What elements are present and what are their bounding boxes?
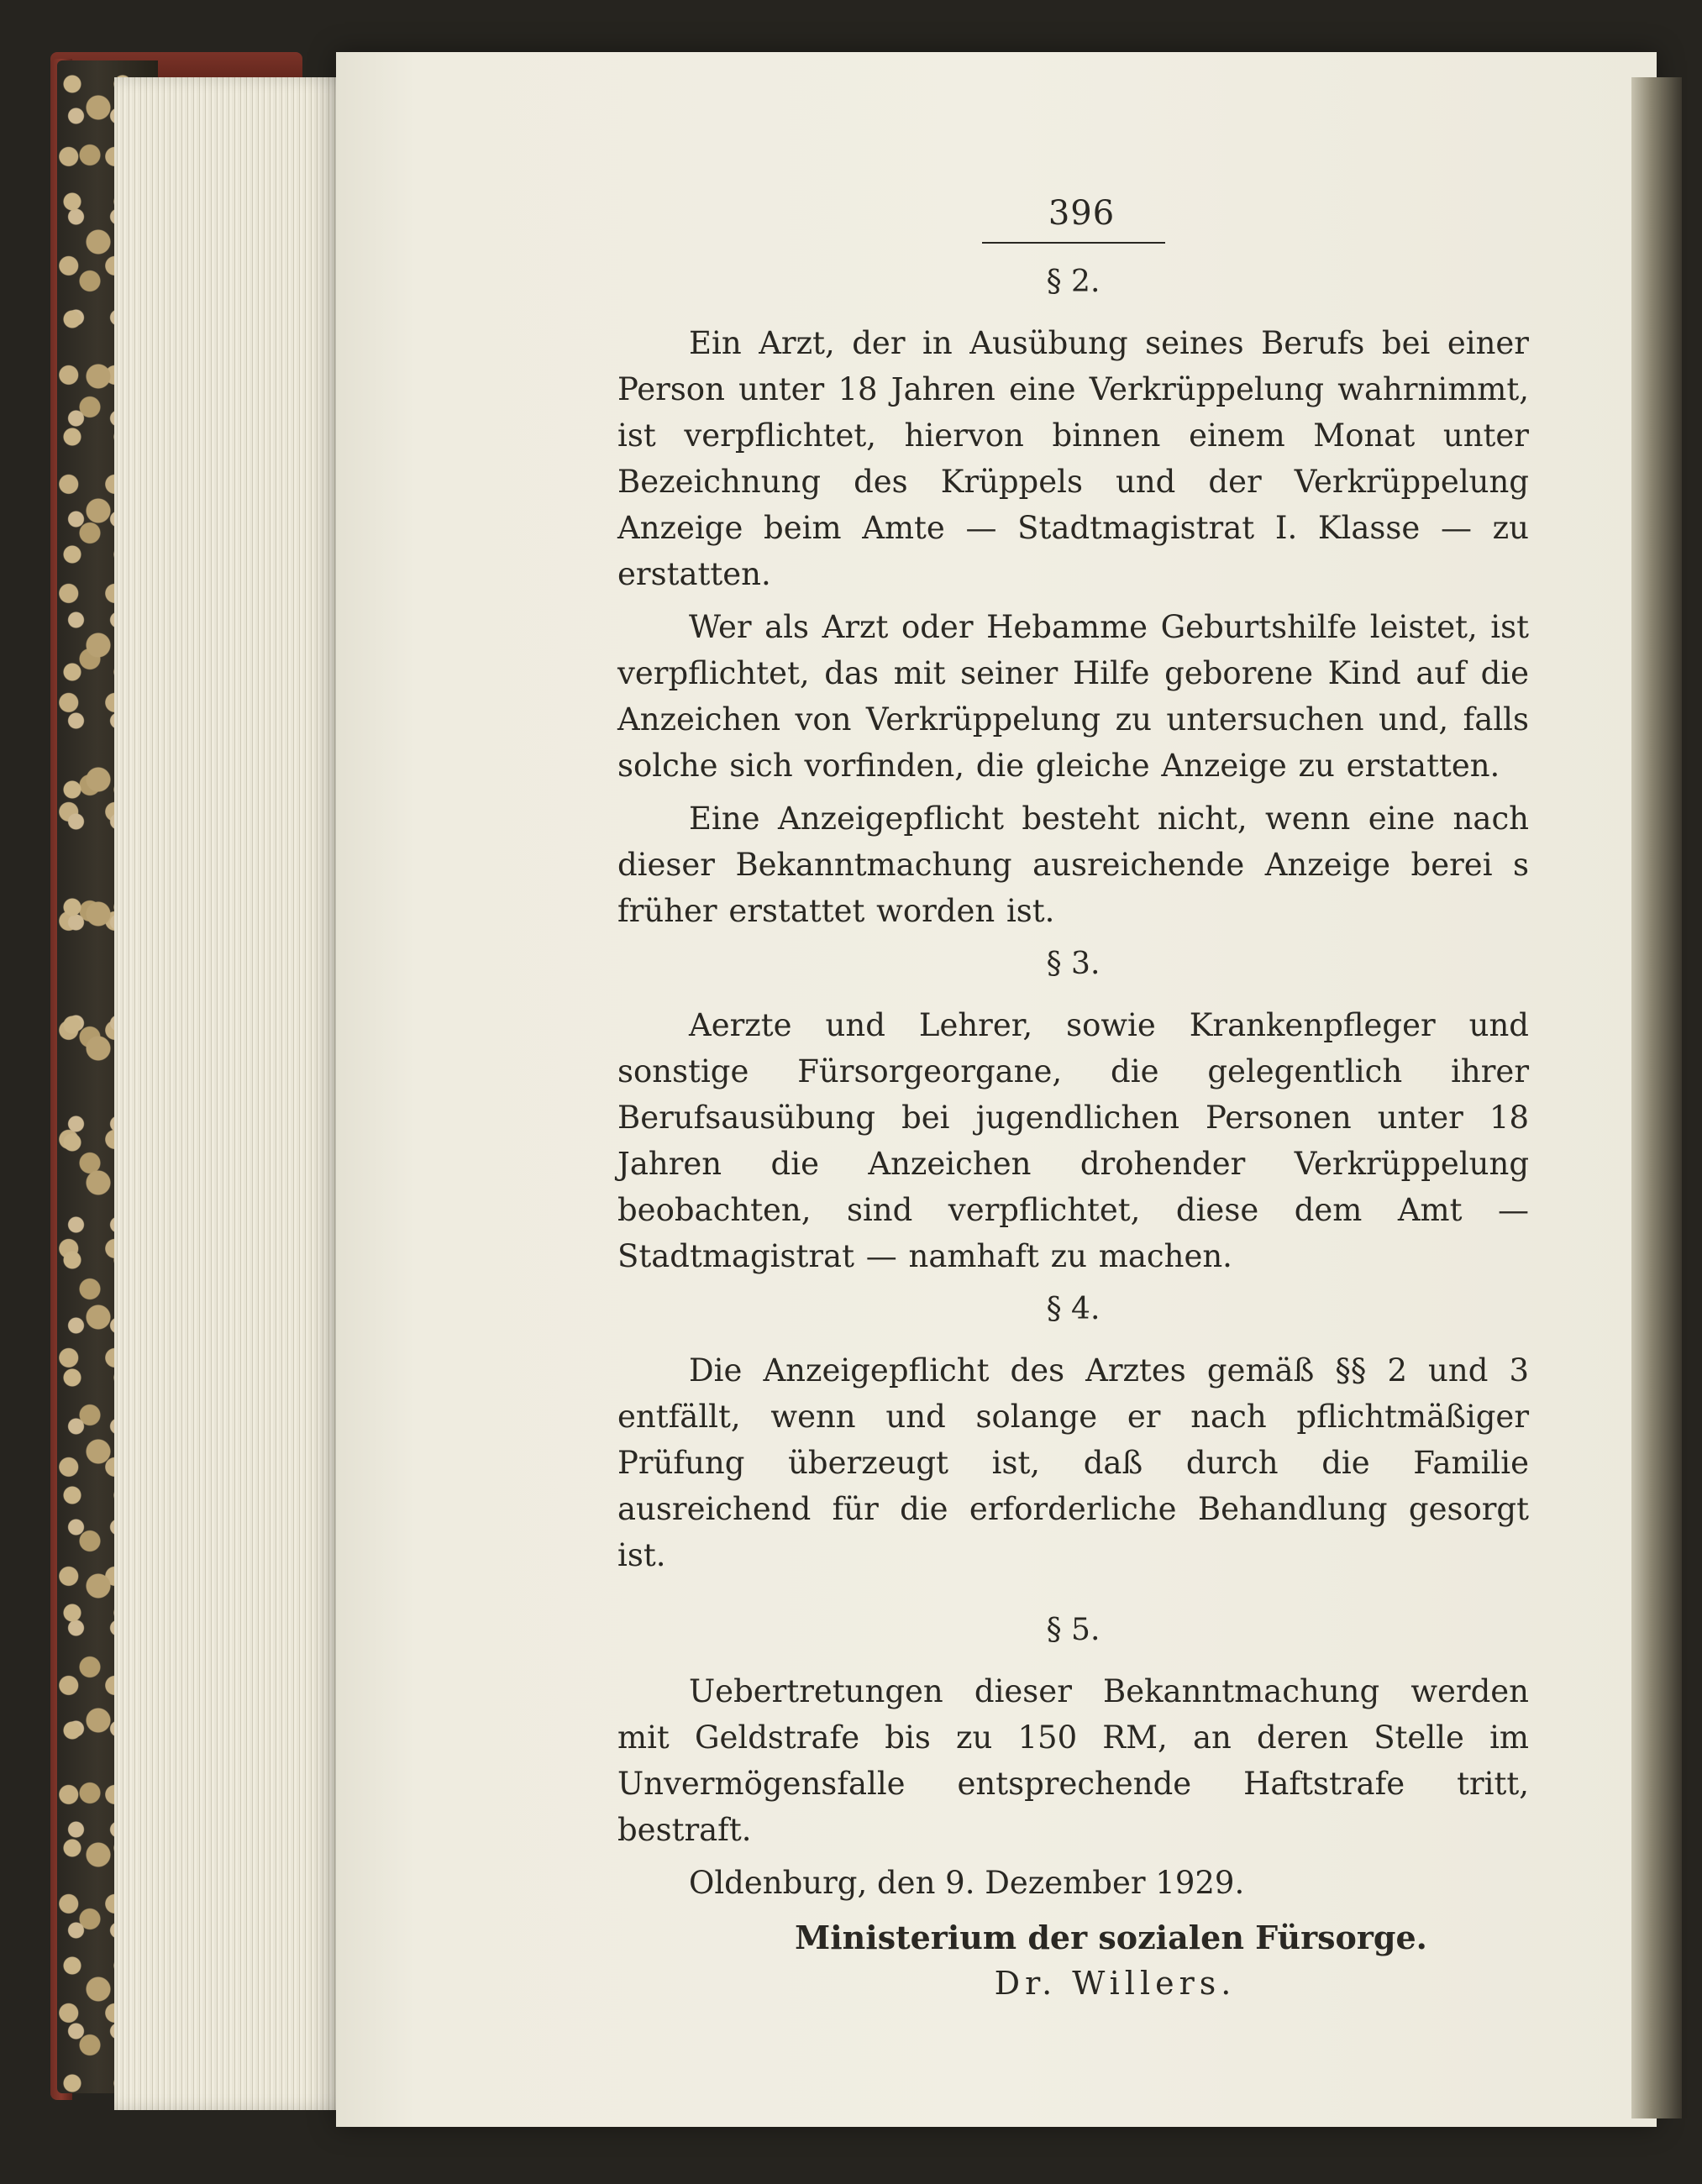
paragraph: Eine Anzeigepflicht besteht nicht, wenn eine nach dieser Bekanntmachung ausreichende Anzeige berei s früher erstattet worden ist. bbox=[617, 801, 1529, 929]
paragraph: Aerzte und Lehrer, sowie Krankenpfleger und sonstige Fürsorgeorgane, die gelegentlich ihrer Berufsausübung bei jugendlichen Personen unter 18 Jahren die Anzeichen drohender Verkrüppelung beobachten, sind verpflichtet, diese dem Amt — Stadtmagistrat — namhaft zu machen. bbox=[617, 1007, 1529, 1274]
section-heading: § 4. bbox=[1046, 1292, 1101, 1326]
section-heading: § 5. bbox=[1046, 1613, 1101, 1647]
paragraph: Uebertretungen dieser Bekanntmachung werden mit Geldstrafe bis zu 150 RM, an deren Stelle im Unvermögensfalle entsprechende Haftstrafe tritt, bestraft. bbox=[617, 1673, 1529, 1848]
page-number: 396 bbox=[1048, 194, 1116, 233]
spacer bbox=[617, 1585, 1529, 1604]
section-heading: § 3. bbox=[1046, 947, 1101, 981]
signature: Dr. Willers. bbox=[994, 1965, 1237, 2002]
page-number-rule bbox=[982, 242, 1165, 244]
paragraph: Die Anzeigepflicht des Arztes gemäß §§ 2 und 3 entfällt, wenn und solange er nach pflichtmäßiger Prüfung überzeugt ist, daß durch die Familie ausreichend für die erforderliche Behandlung gesorgt ist. bbox=[617, 1352, 1529, 1573]
paragraph: Ein Arzt, der in Ausübung seines Berufs bei einer Person unter 18 Jahren eine Verkrüppelung wahrnimmt, ist verpflichtet, hiervon binnen einem Monat unter Bezeichnung des Krüppels und der Verkrüppelung Anzeige beim Amte — Stadtmagistrat I. Klasse — zu erstatten. bbox=[617, 325, 1529, 592]
book-page bbox=[336, 52, 1657, 2127]
page-gutter bbox=[1631, 77, 1682, 2118]
page-text bbox=[617, 191, 1529, 2007]
paragraph: Wer als Arzt oder Hebamme Geburtshilfe leistet, ist verpflichtet, das mit seiner Hilfe geborene Kind auf die Anzeichen von Verkrüppelung zu untersuchen und, falls solche sich vorfinden, die gleiche Anzeige zu erstatten. bbox=[617, 609, 1529, 784]
issuing-ministry: Ministerium der sozialen Fürsorge. bbox=[795, 1919, 1427, 1956]
section-heading: § 2. bbox=[1046, 265, 1101, 299]
page-edges bbox=[114, 77, 358, 2110]
place-and-date: Oldenburg, den 9. Dezember 1929. bbox=[689, 1865, 1245, 1901]
